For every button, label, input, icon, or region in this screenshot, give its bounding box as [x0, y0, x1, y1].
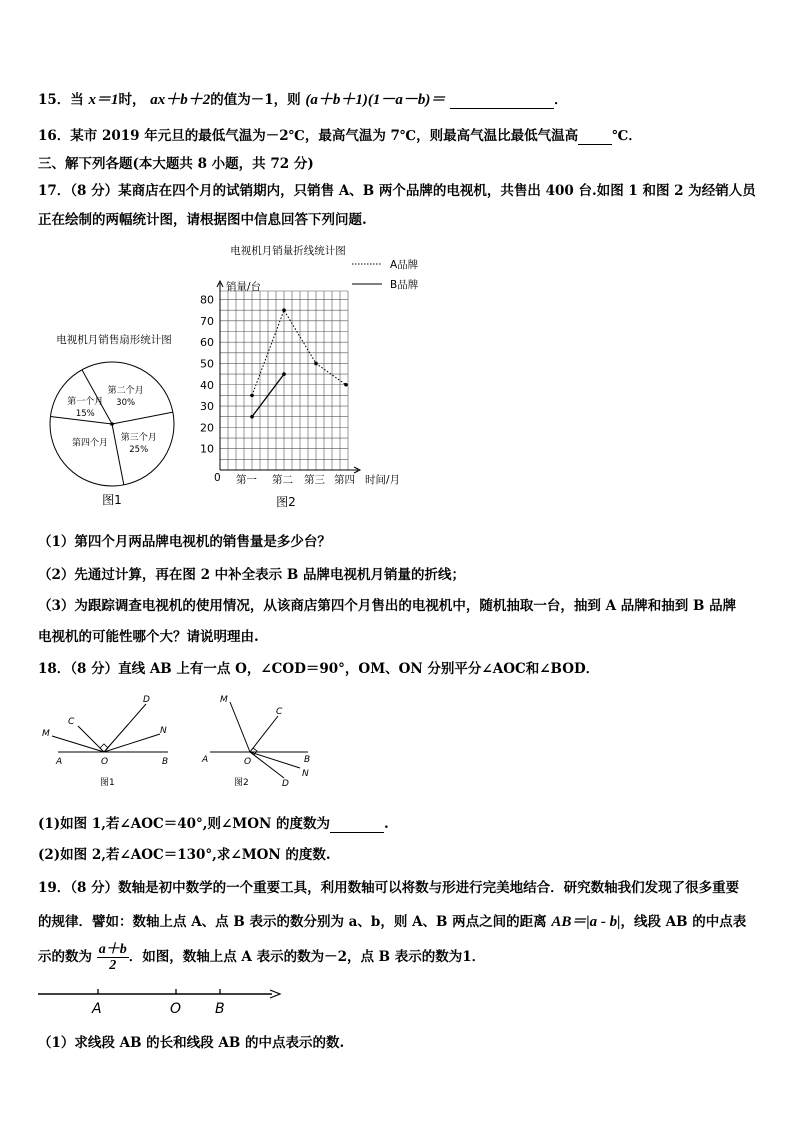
q19-line-3 [38, 942, 485, 973]
series-a-point [344, 383, 348, 387]
y-axis-label: 销量/台 [226, 281, 262, 293]
label-d: D [282, 779, 289, 789]
q18-sub-1-text: (1)如图 1,若∠AOC＝40°,则∠MON 的度数为 [38, 816, 331, 832]
q19-line-2b: ，线段 AB 的中点表 [620, 914, 747, 930]
pie-slice-3 [112, 412, 173, 424]
pie-label-3: 第三个月 [120, 433, 157, 444]
q17-line-2: 正在绘制的两幅统计图，请根据图中信息回答下列问题. [38, 212, 367, 228]
label-a: A [56, 757, 63, 767]
pie-label-2: 第二个月 [107, 385, 144, 396]
point-b-label: B [215, 1001, 225, 1017]
q18-answer-blank[interactable] [330, 816, 384, 833]
label-o: O [244, 757, 252, 767]
point-o-label: O [170, 1001, 182, 1017]
x-tick-label: 第四 [334, 474, 355, 486]
point-a-label: A [92, 1001, 102, 1017]
q19-line-2 [38, 910, 746, 931]
label-a: A [202, 755, 209, 765]
q15-math-3: (a＋b＋1)(1－a－b)＝ [305, 92, 446, 108]
pie-label-4: 第四个月 [72, 438, 109, 449]
label-n: N [160, 726, 167, 736]
pie-pct-3: 25% [129, 445, 149, 456]
line-chart-title: 电视机月销量折线统计图 [230, 245, 346, 257]
q15-text-1: 当 [70, 92, 84, 108]
ray-od [250, 752, 284, 778]
q17-sub-1: （1）第四个月两品牌电视机的销售量是多少台？ [38, 534, 331, 550]
y-tick-label: 10 [200, 442, 214, 456]
q15-number: 15． [38, 92, 71, 108]
x-axis-label: 时间/月 [365, 474, 401, 486]
q19-line-2a: 的规律．譬如：数轴上点 A、点 B 表示的数分别为 a、b，则 A、B 两点之间的距离 [38, 914, 547, 930]
q17-sub-3b: 电视机的可能性哪个大？请说明理由. [38, 629, 259, 645]
x-tick-label: 第一 [236, 474, 257, 486]
y-tick-label: 30 [200, 400, 214, 414]
series-b-point [250, 415, 254, 419]
fig1-caption: 图1 [100, 778, 115, 788]
origin-label: 0 [214, 472, 221, 484]
number-line [34, 984, 294, 1020]
q19-line-1: 19．（8 分）数轴是初中数学的一个重要工具，利用数轴可以将数与形进行完美地结合．研究数轴我们发现了很多重要 [38, 880, 740, 896]
q15-end: ． [554, 92, 568, 108]
label-b: B [162, 757, 169, 767]
q16-unit: ℃． [612, 128, 642, 144]
q19-distance-formula: AB＝|a - b| [551, 914, 621, 930]
question-15 [38, 88, 568, 109]
x-tick-label: 第二 [272, 474, 293, 486]
q15-math-1: x＝1 [88, 92, 119, 108]
label-b: B [304, 755, 311, 765]
line-chart [196, 238, 436, 514]
question-16 [38, 124, 642, 145]
pie-pct-2: 30% [116, 397, 136, 408]
legend-a-label: A品牌 [390, 259, 419, 271]
ray-oc [250, 716, 278, 752]
q17-line-1: 17．（8 分）某商店在四个月的试销期内，只销售 A、B 两个品牌的电视机，共售出 400 台.如图 1 和图 2 为经销人员 [38, 183, 756, 199]
series-a-point [282, 308, 286, 312]
q17-sub-3a: （3）为跟踪调查电视机的使用情况，从该商店第四个月售出的电视机中，随机抽取一台，抽到 A 品牌和抽到 B 品牌 [38, 598, 737, 614]
fraction-numerator: a＋b [98, 942, 127, 957]
q15-text-3: 的值为－1，则 [210, 92, 301, 108]
label-c: C [68, 717, 75, 727]
series-a-point [250, 394, 254, 398]
pie-chart [36, 326, 206, 516]
y-tick-label: 60 [200, 336, 214, 350]
q15-answer-blank[interactable] [450, 92, 554, 109]
label-d: D [143, 695, 150, 705]
label-m: M [220, 695, 228, 705]
line-chart-caption: 图2 [276, 495, 296, 509]
q17-sub-2: （2）先通过计算，再在图 2 中补全表示 B 品牌电视机月销量的折线； [38, 567, 465, 583]
pie-title: 电视机月销售扇形统计图 [56, 334, 172, 346]
label-c: C [276, 707, 283, 717]
y-tick-label: 40 [200, 378, 214, 392]
pie-pct-1: 15% [75, 408, 95, 419]
q19-line-3b: ．如图，数轴上点 A 表示的数为－2，点 B 表示的数为1． [128, 949, 486, 965]
q18-line-1: 18．（8 分）直线 AB 上有一点 O，∠COD＝90°，OM、ON 分别平分∠AOC和∠BOD． [38, 661, 600, 677]
fraction-denominator: 2 [109, 958, 117, 973]
section-heading: 三、解下列各题(本大题共 8 小题，共 72 分) [38, 156, 314, 172]
ray-on [250, 752, 300, 768]
ray-om [230, 702, 250, 752]
pie-center [110, 422, 114, 426]
midpoint-fraction [97, 942, 129, 973]
y-tick-label: 20 [200, 421, 214, 435]
q16-text: 16．某市 2019 年元旦的最低气温为－2℃，最高气温为 7℃，则最高气温比最低气温高 [38, 128, 579, 144]
legend-b-label: B品牌 [390, 279, 419, 291]
label-n: N [302, 769, 309, 779]
y-tick-label: 80 [200, 293, 214, 307]
y-tick-label: 70 [200, 314, 214, 328]
q19-line-3a: 示的数为 [38, 949, 92, 965]
q15-math-2: ax＋b＋2 [150, 92, 211, 108]
series-a-point [314, 362, 318, 366]
label-o: O [101, 757, 109, 767]
q18-figure-1 [36, 690, 186, 790]
q15-text-2: 时， [118, 92, 146, 108]
y-tick-label: 50 [200, 357, 214, 371]
label-m: M [42, 729, 50, 739]
series-b-point [282, 372, 286, 376]
pie-caption: 图1 [102, 493, 122, 507]
pie-label-1: 第一个月 [67, 396, 104, 407]
q18-sub-1 [38, 812, 389, 833]
q19-sub-1: （1）求线段 AB 的长和线段 AB 的中点表示的数. [38, 1035, 345, 1051]
q18-sub-1-end: . [384, 816, 389, 832]
fig2-caption: 图2 [234, 778, 249, 788]
q16-answer-blank[interactable] [578, 128, 612, 145]
x-tick-label: 第三 [304, 474, 325, 486]
q18-sub-2: (2)如图 2,若∠AOC＝130°,求∠MON 的度数. [38, 847, 331, 863]
q18-figure-2 [196, 690, 326, 790]
